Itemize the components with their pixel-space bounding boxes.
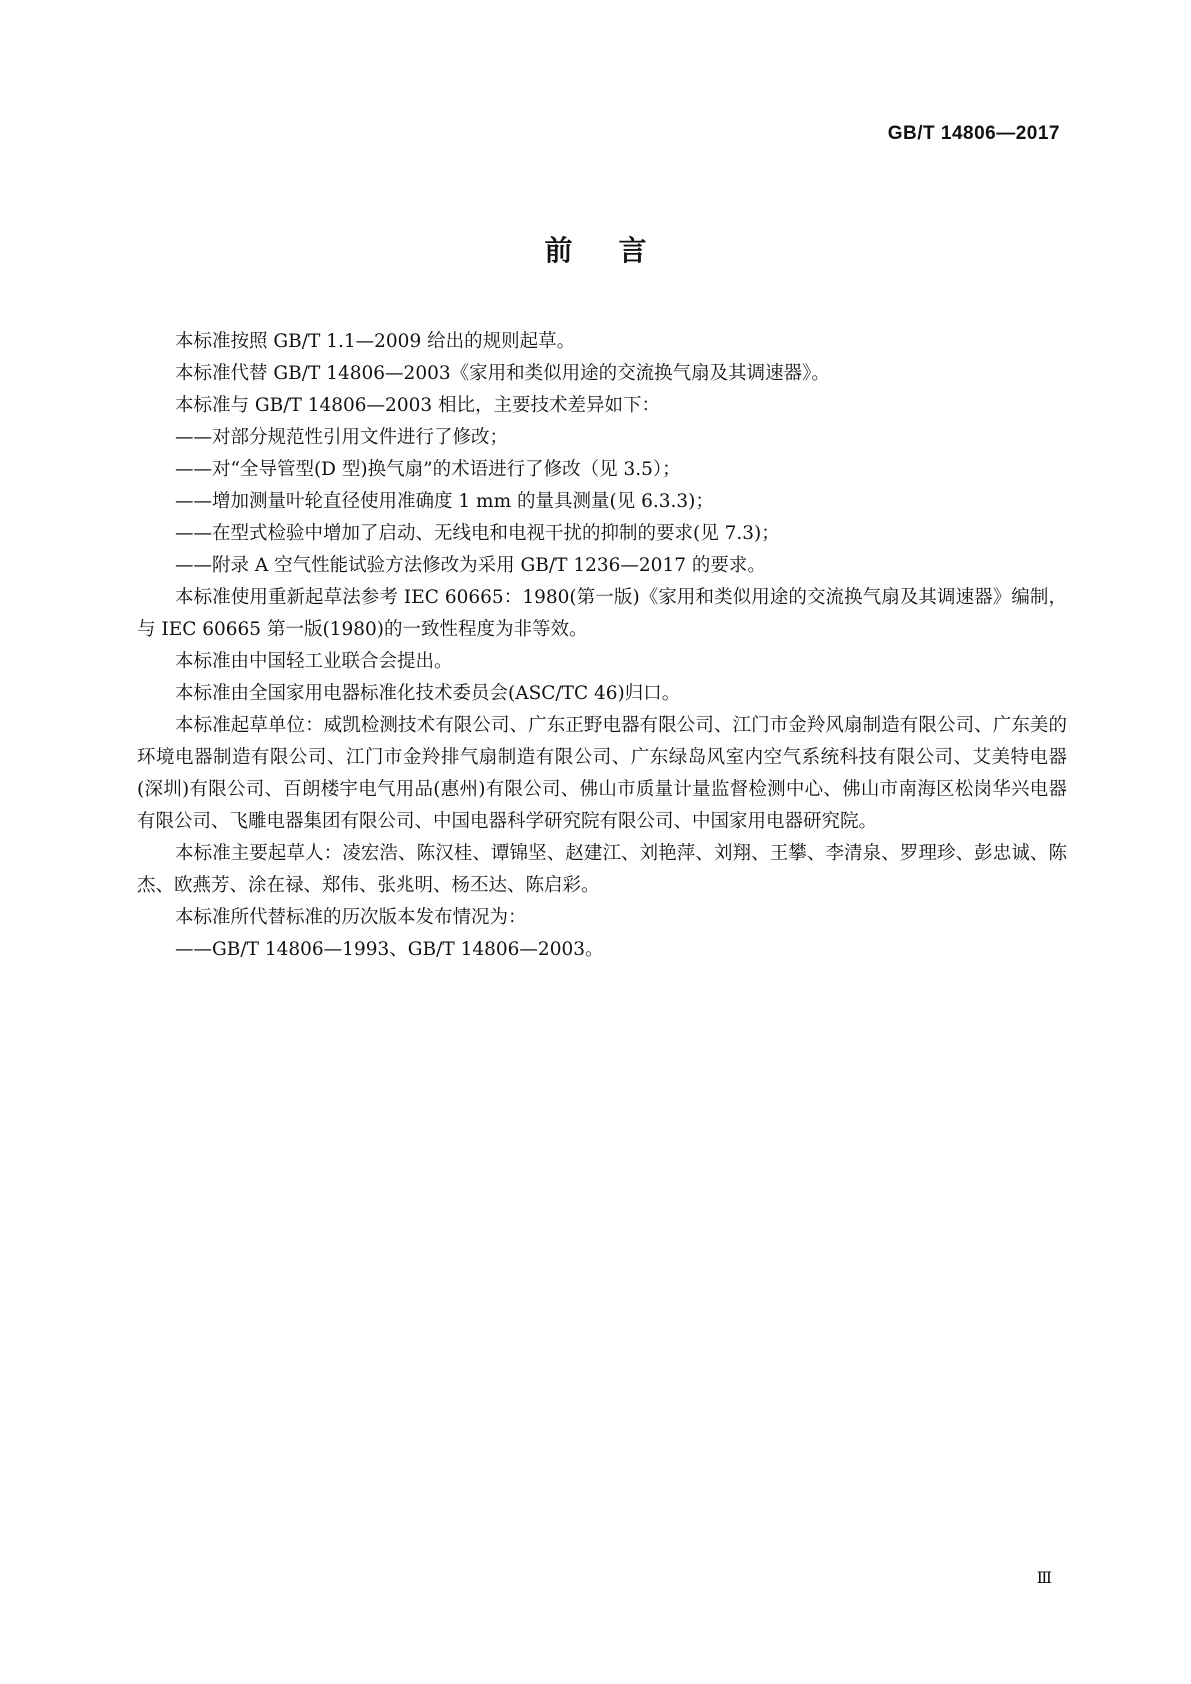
list-item: ——对部分规范性引用文件进行了修改； bbox=[175, 427, 509, 448]
list-item: ——GB/T 14806—1993、GB/T 14806—2003。 bbox=[175, 939, 604, 960]
paragraph: 本标准与 GB/T 14806—2003 相比，主要技术差异如下： bbox=[175, 395, 661, 416]
list-item: ——在型式检验中增加了启动、无线电和电视干扰的抑制的要求(见 7.3)； bbox=[175, 523, 780, 544]
paragraph: 本标准按照 GB/T 1.1—2009 给出的规则起草。 bbox=[175, 331, 576, 352]
standard-code: GB/T 14806—2017 bbox=[887, 123, 1060, 144]
paragraph: 本标准代替 GB/T 14806—2003《家用和类似用途的交流换气扇及其调速器》。 bbox=[175, 363, 830, 384]
preface-body bbox=[137, 326, 1067, 966]
list-item: ——增加测量叶轮直径使用准确度 1 mm 的量具测量(见 6.3.3)； bbox=[175, 491, 714, 512]
page-number: Ⅲ bbox=[1036, 1568, 1052, 1587]
list-item: ——附录 A 空气性能试验方法修改为采用 GB/T 1236—2017 的要求。 bbox=[175, 555, 766, 576]
paragraph: 本标准起草单位：威凯检测技术有限公司、广东正野电器有限公司、江门市金羚风扇制造有限公司、广东美的环境电器制造有限公司、江门市金羚排气扇制造有限公司、广东绿岛风室内空气系统科技有限公司、艾美特电器(深圳)有限公司、百朗楼宇电气用品(惠州)有限公司、佛山市质量计量监督检测中心、佛山市南海区松岗华兴电器有限公司、飞雕电器集团有限公司、中国电器科学研究院有限公司、中国家用电器研究院。 bbox=[137, 715, 1067, 832]
paragraph: 本标准所代替标准的历次版本发布情况为： bbox=[175, 907, 527, 928]
paragraph: 本标准由中国轻工业联合会提出。 bbox=[175, 651, 453, 672]
paragraph: 本标准由全国家用电器标准化技术委员会(ASC/TC 46)归口。 bbox=[175, 683, 681, 704]
paragraph: 本标准使用重新起草法参考 IEC 60665：1980(第一版)《家用和类似用途的交流换气扇及其调速器》编制，与 IEC 60665 第一版(1980)的一致性程度为非等效。 bbox=[137, 587, 1067, 640]
paragraph: 本标准主要起草人：凌宏浩、陈汉桂、谭锦坚、赵建江、刘艳萍、刘翔、王攀、李清泉、罗理珍、彭忠诚、陈杰、欧燕芳、涂在禄、郑伟、张兆明、杨丕达、陈启彩。 bbox=[137, 843, 1067, 896]
page-title: 前言 bbox=[544, 234, 693, 267]
list-item: ——对“全导管型(D 型)换气扇”的术语进行了修改（见 3.5）； bbox=[175, 459, 681, 480]
